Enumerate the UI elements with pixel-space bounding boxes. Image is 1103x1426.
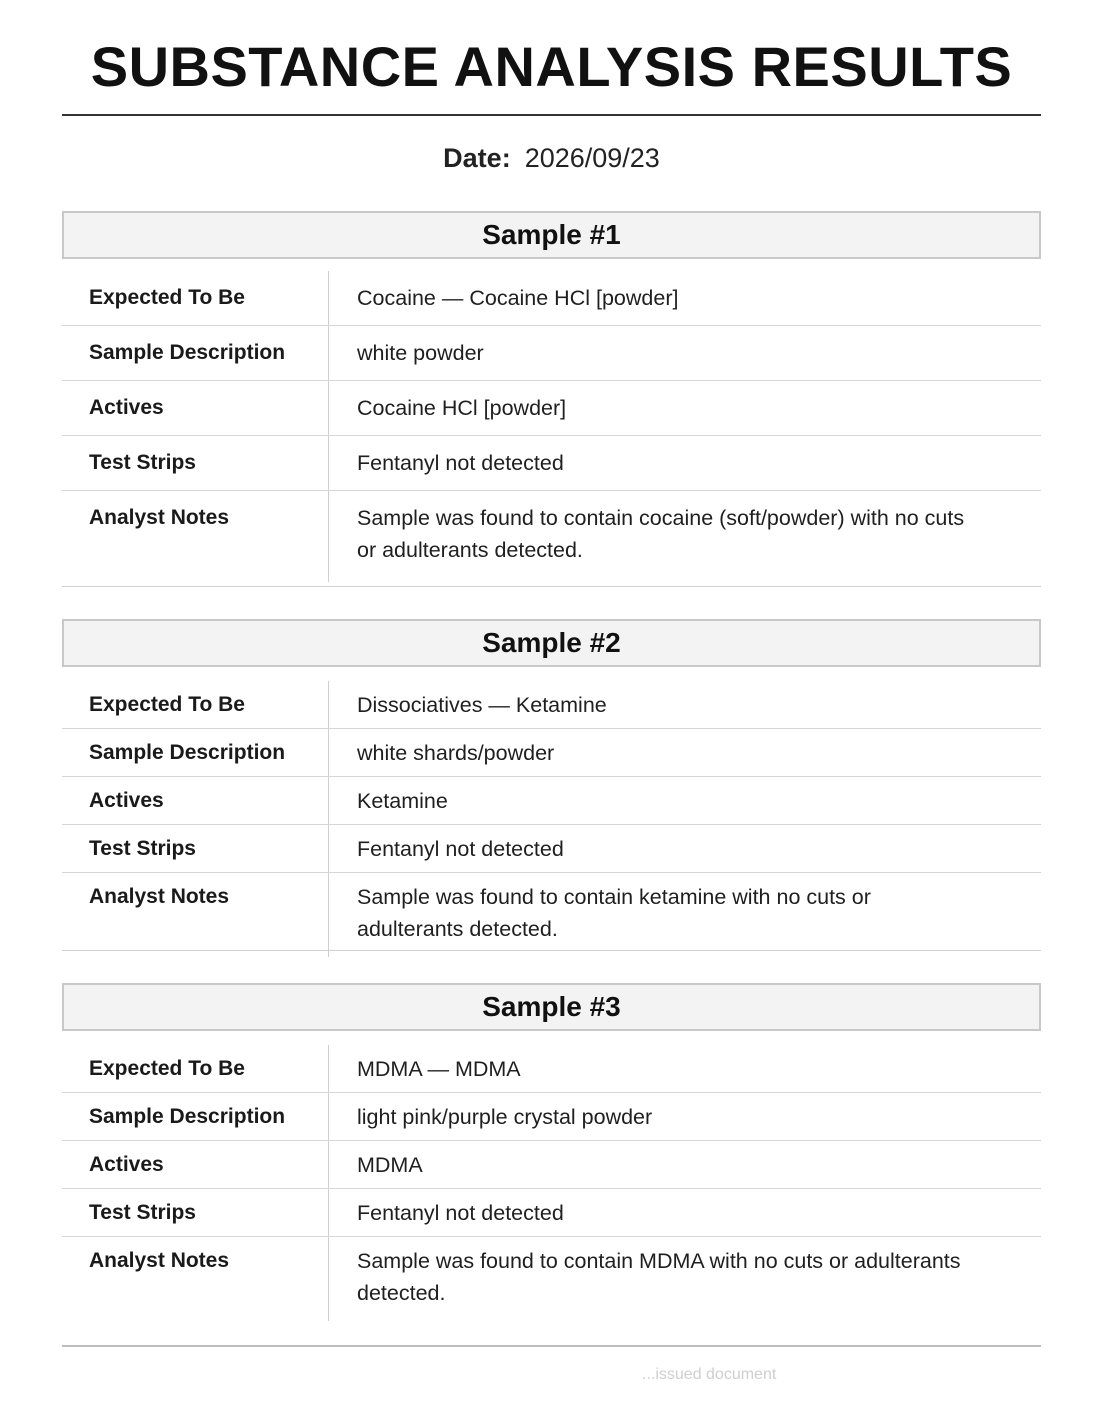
field-label: Actives bbox=[62, 777, 329, 824]
date-line bbox=[62, 142, 1041, 174]
footer-divider bbox=[62, 1345, 1041, 1347]
field-row-notes bbox=[62, 491, 1041, 582]
field-label: Sample Description bbox=[62, 729, 329, 776]
field-label: Sample Description bbox=[62, 1093, 329, 1140]
field-value: Cocaine — Cocaine HCl [powder] bbox=[357, 286, 679, 310]
field-row-test-strips bbox=[62, 436, 1041, 491]
sample-header: Sample #2 bbox=[62, 619, 1041, 667]
field-label: Actives bbox=[62, 381, 329, 435]
field-label: Actives bbox=[62, 1141, 329, 1188]
field-row-actives bbox=[62, 1141, 1041, 1189]
date-value: 2026/09/23 bbox=[524, 143, 660, 173]
field-value: Sample was found to contain MDMA with no cuts or adulterants detected. bbox=[357, 1249, 961, 1305]
field-value: MDMA bbox=[357, 1153, 423, 1177]
field-row-expected bbox=[62, 681, 1041, 729]
field-value: Sample was found to contain cocaine (soft/powder) with no cuts or adulterants detected. bbox=[357, 506, 965, 562]
title-divider bbox=[62, 114, 1041, 116]
field-value: Sample was found to contain ketamine with no cuts or adulterants detected. bbox=[357, 885, 871, 941]
sample-section-3 bbox=[62, 983, 1041, 1321]
field-row-actives bbox=[62, 777, 1041, 825]
sample-header: Sample #1 bbox=[62, 211, 1041, 259]
field-value: Cocaine HCl [powder] bbox=[357, 396, 567, 420]
section-divider bbox=[62, 586, 1041, 587]
sample-header: Sample #3 bbox=[62, 983, 1041, 1031]
field-row-expected bbox=[62, 1045, 1041, 1093]
field-row-expected bbox=[62, 271, 1041, 326]
document-title: SUBSTANCE ANALYSIS RESULTS bbox=[90, 35, 1013, 98]
field-row-notes bbox=[62, 873, 1041, 957]
field-value: white shards/powder bbox=[357, 741, 555, 765]
field-label: Analyst Notes bbox=[62, 1237, 329, 1321]
field-value: light pink/purple crystal powder bbox=[357, 1105, 653, 1129]
section-divider bbox=[62, 950, 1041, 951]
field-label: Sample Description bbox=[62, 326, 329, 380]
field-label: Expected To Be bbox=[62, 681, 329, 728]
field-label: Analyst Notes bbox=[62, 491, 329, 582]
date-label: Date: bbox=[443, 143, 511, 173]
field-value: Ketamine bbox=[357, 789, 448, 813]
field-value: Fentanyl not detected bbox=[357, 1201, 564, 1225]
field-value: MDMA — MDMA bbox=[357, 1057, 521, 1081]
sample-section-2 bbox=[62, 619, 1041, 957]
field-value: white powder bbox=[357, 341, 484, 365]
field-row-test-strips bbox=[62, 825, 1041, 873]
field-label: Test Strips bbox=[62, 1189, 329, 1236]
field-value: Fentanyl not detected bbox=[357, 837, 564, 861]
field-row-notes bbox=[62, 1237, 1041, 1321]
field-label: Expected To Be bbox=[62, 271, 329, 325]
field-row-actives bbox=[62, 381, 1041, 436]
footer-text: ...issued document bbox=[642, 1366, 777, 1383]
field-label: Test Strips bbox=[62, 825, 329, 872]
field-label: Analyst Notes bbox=[62, 873, 329, 957]
field-label: Test Strips bbox=[62, 436, 329, 490]
field-value: Fentanyl not detected bbox=[357, 451, 564, 475]
document-page bbox=[62, 0, 1041, 1383]
field-value: Dissociatives — Ketamine bbox=[357, 693, 607, 717]
field-row-description bbox=[62, 729, 1041, 777]
field-row-description bbox=[62, 1093, 1041, 1141]
field-row-description bbox=[62, 326, 1041, 381]
field-row-test-strips bbox=[62, 1189, 1041, 1237]
sample-section-1 bbox=[62, 211, 1041, 582]
field-label: Expected To Be bbox=[62, 1045, 329, 1092]
